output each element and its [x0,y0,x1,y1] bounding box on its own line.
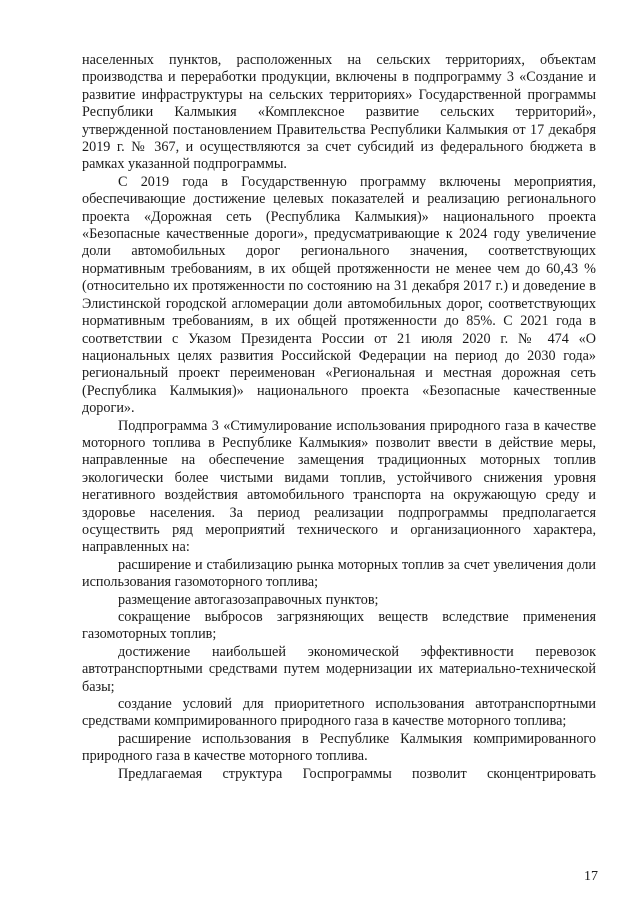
paragraph-continuation: населенных пунктов, расположенных на сельских территориях, объектам производства и переработки продукции, включены в подпрограмму 3 «Создание и развитие инфраструктуры на сельских территориях» Государственной программы Республики Калмыкия «Комплексное развитие сельских территорий», утвержденной постановлением Правительства Республики Калмыкия от 17 декабря 2019 г. № 367, и осуществляются за счет субсидий из федерального бюджета в рамках указанной подпрограммы. [82,52,596,173]
paragraph-national-project: С 2019 года в Государственную программу включены мероприятия, обеспечивающие достижение целевых показателей и реализацию регионального проекта «Дорожная сеть (Республика Калмыкия)» национального проекта «Безопасные качественные дороги», предусматривающие к 2024 году увеличение доли автомобильных дорог регионального значения, соответствующих нормативным требованиям, в их общей протяженности не менее чем до 60,43 % (относительно их протяженности по состоянию на 31 декабря 2017 г.) и доведение в Элистинской городской агломерации доли автомобильных дорог, соответствующих нормативным требованиям, в их общей протяженности до 85%. С 2021 года в соответствии с Указом Президента России от 21 июля 2020 г. № 474 «О национальных целях развития Российской Федерации на период до 2030 года» региональный проект переименован «Региональная и местная дорожная сеть (Республика Калмыкия)» национального проекта «Безопасные качественные дороги». [82,173,596,417]
list-item: достижение наибольшей экономической эффективности перевозок автотранспортными средствами путем модернизации их материально-технической базы; [82,643,596,695]
body-text [82,52,596,783]
list-item: размещение автогазозаправочных пунктов; [118,591,379,608]
list-item: сокращение выбросов загрязняющих веществ вследствие применения газомоторных топлив; [82,609,596,643]
paragraph-subprogram-3: Подпрограмма 3 «Стимулирование использования природного газа в качестве моторного топлива в Республике Калмыкия» позволит ввести в действие меры, направленные на обеспечение замещения традиционных моторных топлив экологически более чистыми видами топлив, устойчивого снижения уровня негативного воздействия автомобильного транспорта на окружающую среду и здоровье населения. За период реализации подпрограммы предполагается осуществить ряд мероприятий технического и организационного характера, направленных на: [82,417,596,556]
list-item: создание условий для приоритетного использования автотранспортными средствами компримированного природного газа в качестве моторного топлива; [82,696,596,730]
list-item: расширение и стабилизацию рынка моторных топлив за счет увеличения доли использования газомоторного топлива; [82,556,596,591]
page-number: 17 [584,869,598,884]
list-item: расширение использования в Республике Калмыкия компримированного природного газа в качестве моторного топлива. [82,730,596,765]
paragraph-structure: Предлагаемая структура Госпрограммы позволит сконцентрировать [118,765,596,782]
